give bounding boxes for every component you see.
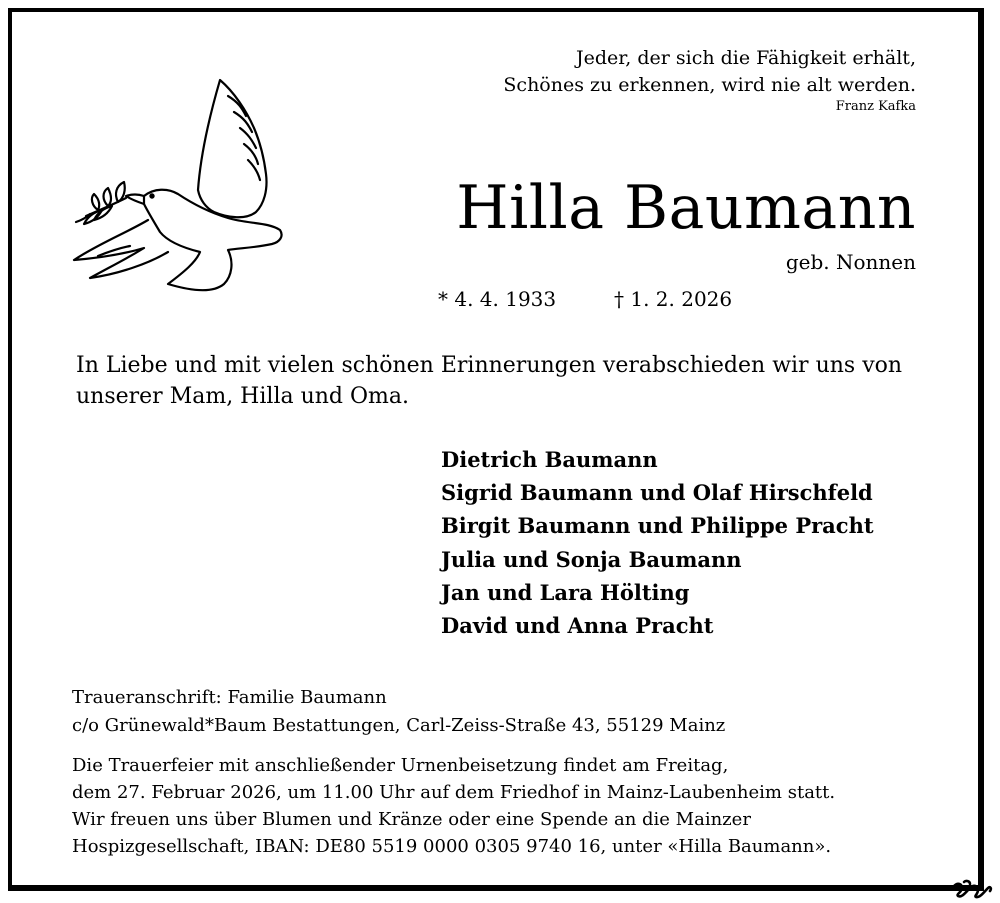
farewell-line: In Liebe und mit vielen schönen Erinnerungen verabschieden wir uns von [76,353,903,378]
family-member: David und Anna Pracht [441,613,714,639]
quote-block [503,45,916,115]
quote-line: Schönes zu erkennen, wird nie alt werden. [503,74,916,96]
ceremony-details [72,752,932,860]
publisher-ornament-icon [950,878,994,900]
farewell-line: unserer Mam, Hilla und Oma. [76,384,410,409]
family-list [441,443,874,642]
ceremony-line: Hospizgesellschaft, IBAN: DE80 5519 0000 0305 9740 16, unter «Hilla Baumann». [72,836,832,857]
address-line: c/o Grünewald*Baum Bestattungen, Carl-Zeiss-Straße 43, 55129 Mainz [72,715,726,736]
family-member: Sigrid Baumann und Olaf Hirschfeld [441,480,873,506]
quote-line: Jeder, der sich die Fähigkeit erhält, [576,47,916,69]
family-member: Dietrich Baumann [441,447,658,472]
ceremony-line: dem 27. Februar 2026, um 11.00 Uhr auf dem Friedhof in Mainz-Laubenheim statt. [72,782,836,803]
death-date: † 1. 2. 2026 [614,287,733,311]
ceremony-line: Wir freuen uns über Blumen und Kränze oder eine Spende an die Mainzer [72,809,751,830]
deceased-name: Hilla Baumann [456,173,916,243]
mourning-address [72,684,725,740]
family-member: Jan und Lara Hölting [441,579,690,605]
dove-with-olive-branch-icon [68,72,288,302]
address-line: Traueranschrift: Familie Baumann [72,687,387,708]
birth-date: * 4. 4. 1933 [438,287,557,311]
ceremony-line: Die Trauerfeier mit anschließender Urnenbeisetzung findet am Freitag, [72,755,729,776]
maiden-name: geb. Nonnen [785,250,916,274]
family-member: Birgit Baumann und Philippe Pracht [441,513,874,539]
quote-author: Franz Kafka [835,99,916,114]
family-member: Julia und Sonja Baumann [441,546,742,572]
farewell-text [76,350,926,412]
